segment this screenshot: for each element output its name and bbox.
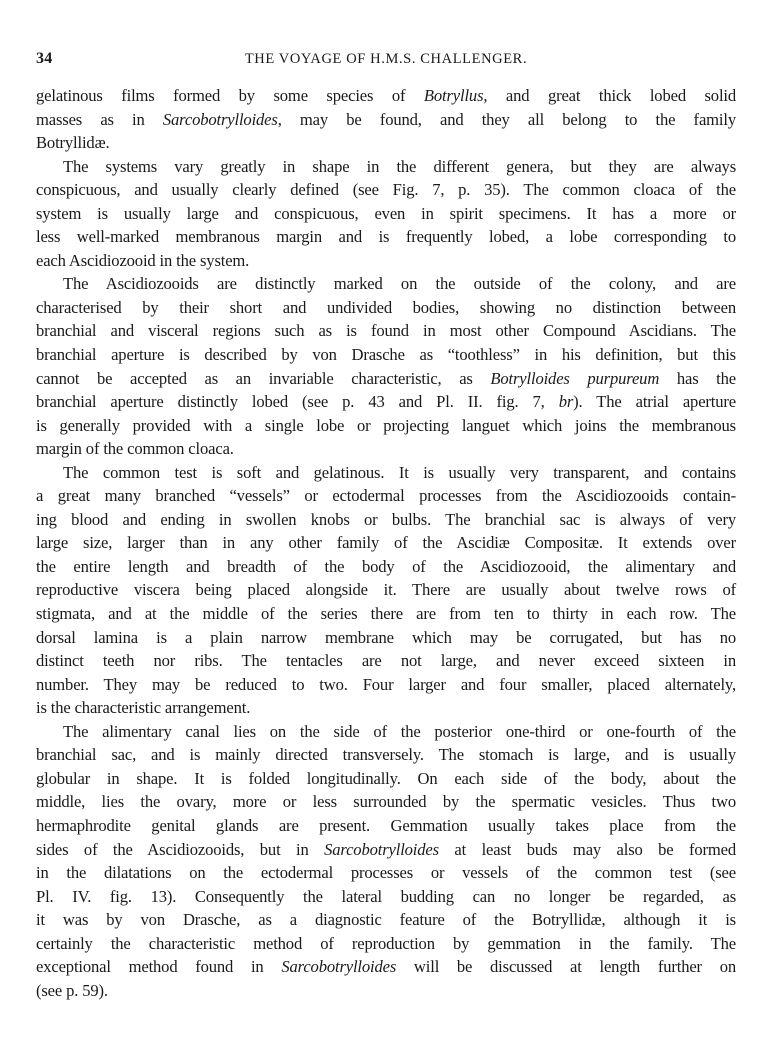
text-run: margin of the common cloaca. [36,439,234,459]
text-run: the entire length and breadth of the body of the Ascidiozooid, the alimentary and [36,556,736,576]
text-run: The systems vary greatly in shape in the different genera, but they are always [63,156,736,176]
text-line [36,202,736,226]
text-line [36,626,736,650]
text-run: has the [659,368,736,388]
text-line [36,414,736,438]
text-run: at least buds may also be formed [438,839,737,859]
italic-taxon: Botryllus [423,86,484,105]
text-run: each Ascidiozooid in the system. [36,250,250,270]
text-line [36,84,736,108]
text-line [36,578,736,602]
text-line [36,955,736,979]
text-run: gelatinous films formed by some species of [36,86,424,105]
text-run: conspicuous, and usually clearly defined (see Fig. 7, p. 35). The common cloaca of the [36,180,736,200]
text-run: certainly the characteristic method of reproduction by gemmation in the family. The [36,933,736,953]
text-line [36,720,736,744]
text-line [36,531,736,555]
text-run: will be discussed at length further on [396,957,736,977]
italic-taxon: br [558,392,574,412]
text-run: ing blood and ending in swollen knobs or bulbs. The branchial sac is always of very [36,509,736,529]
text-run: (see p. 59). [36,980,108,1000]
text-line [36,296,736,320]
text-run: stigmata, and at the middle of the series there are from ten to thirty in each row. The [36,604,736,624]
text-run: characterised by their short and undivided bodies, showing no distinction between [36,297,736,317]
text-run: , may be found, and they all belong to the family [277,109,736,129]
page-header [36,50,736,72]
text-line [36,885,736,909]
italic-taxon: Sarcobotrylloides [162,109,278,129]
text-run: exceptional method found in [36,957,282,977]
paragraph [36,461,736,720]
text-run: is generally provided with a single lobe or projecting languet which joins the membranous [36,415,736,435]
running-title: THE VOYAGE OF H.M.S. CHALLENGER. [244,51,528,67]
text-line [36,743,736,767]
italic-taxon: Botrylloides purpureum [490,368,660,388]
text-run: large size, larger than in any other family of the Ascidiæ Compositæ. It extends over [36,533,736,553]
paragraph [36,155,736,273]
text-run: middle, lies the ovary, more or less surrounded by the spermatic vesicles. Thus two [36,792,736,812]
text-line [36,790,736,814]
text-line [36,508,736,532]
text-line [36,932,736,956]
text-run: branchial aperture is described by von Drasche as “toothless” in his definition, but this [36,345,736,365]
text-run: branchial sac, and is mainly directed transversely. The stomach is large, and is usually [36,745,736,765]
text-run: less well-marked membranous margin and is frequently lobed, a lobe corresponding to [36,227,736,247]
text-line [36,861,736,885]
text-run: is the characteristic arrangement. [36,698,251,718]
text-line [36,814,736,838]
text-line [36,838,736,862]
text-run: system is usually large and conspicuous, even in spirit specimens. It has a more or [36,203,736,223]
text-line [36,461,736,485]
paragraph [36,720,736,1003]
italic-taxon: Sarcobotrylloides [281,957,397,977]
text-run: branchial and visceral regions such as is found in most other Compound Ascidians. The [36,321,736,341]
text-run: cannot be accepted as an invariable characteristic, as [36,368,491,388]
text-run: number. They may be reduced to two. Four larger and four smaller, placed alternately, [36,674,736,694]
text-line [36,319,736,343]
text-line [36,602,736,626]
text-run: it was by von Drasche, as a diagnostic feature of the Botryllidæ, although it is [36,910,736,930]
page-number: 34 [36,50,53,67]
text-run: in the dilatations on the ectodermal processes or vessels of the common test (see [36,863,736,883]
text-line [36,367,736,391]
text-line [36,979,736,1003]
text-run: The common test is soft and gelatinous. It is usually very transparent, and contains [63,462,736,482]
text-line [36,555,736,579]
text-line [36,908,736,932]
text-run: The Ascidiozooids are distinctly marked on the outside of the colony, and are [63,274,736,294]
paragraph [36,272,736,460]
text-line [36,696,736,720]
text-run: hermaphrodite genital glands are present. Gemmation usually takes place from the [36,815,736,835]
text-run: reproductive viscera being placed alongside it. There are usually about twelve rows of [36,580,736,600]
text-run: Botryllidæ. [36,133,110,153]
text-line [36,767,736,791]
paragraph [36,84,736,155]
text-line [36,155,736,179]
text-run: branchial aperture distinctly lobed (see p. 43 and Pl. II. fig. 7, [36,392,559,412]
text-run: globular in shape. It is folded longitudinally. On each side of the body, about the [36,768,736,788]
text-run: dorsal lamina is a plain narrow membrane which may be corrugated, but has no [36,627,736,647]
text-line [36,225,736,249]
text-run: Pl. IV. fig. 13). Consequently the lateral budding can no longer be regarded, as [36,886,736,906]
text-line [36,390,736,414]
text-run: a great many branched “vessels” or ectodermal processes from the Ascidiozooids contain- [36,486,736,506]
text-run: distinct teeth nor ribs. The tentacles are not large, and never exceed sixteen in [36,651,736,671]
text-line [36,437,736,461]
italic-taxon: Sarcobotrylloides [324,839,439,859]
text-line [36,249,736,273]
text-line [36,178,736,202]
text-line [36,649,736,673]
text-run: sides of the Ascidiozooids, but in [36,839,325,859]
text-line [36,131,736,155]
text-line [36,343,736,367]
text-line [36,272,736,296]
text-run: masses as in [36,109,163,129]
text-run: ). The atrial aperture [573,392,736,412]
text-line [36,484,736,508]
text-run: , and great thick lobed solid [483,86,737,105]
body-text [36,84,736,1002]
text-line [36,108,736,132]
text-line [36,673,736,697]
text-run: The alimentary canal lies on the side of the posterior one-third or one-fourth of the [63,721,736,741]
